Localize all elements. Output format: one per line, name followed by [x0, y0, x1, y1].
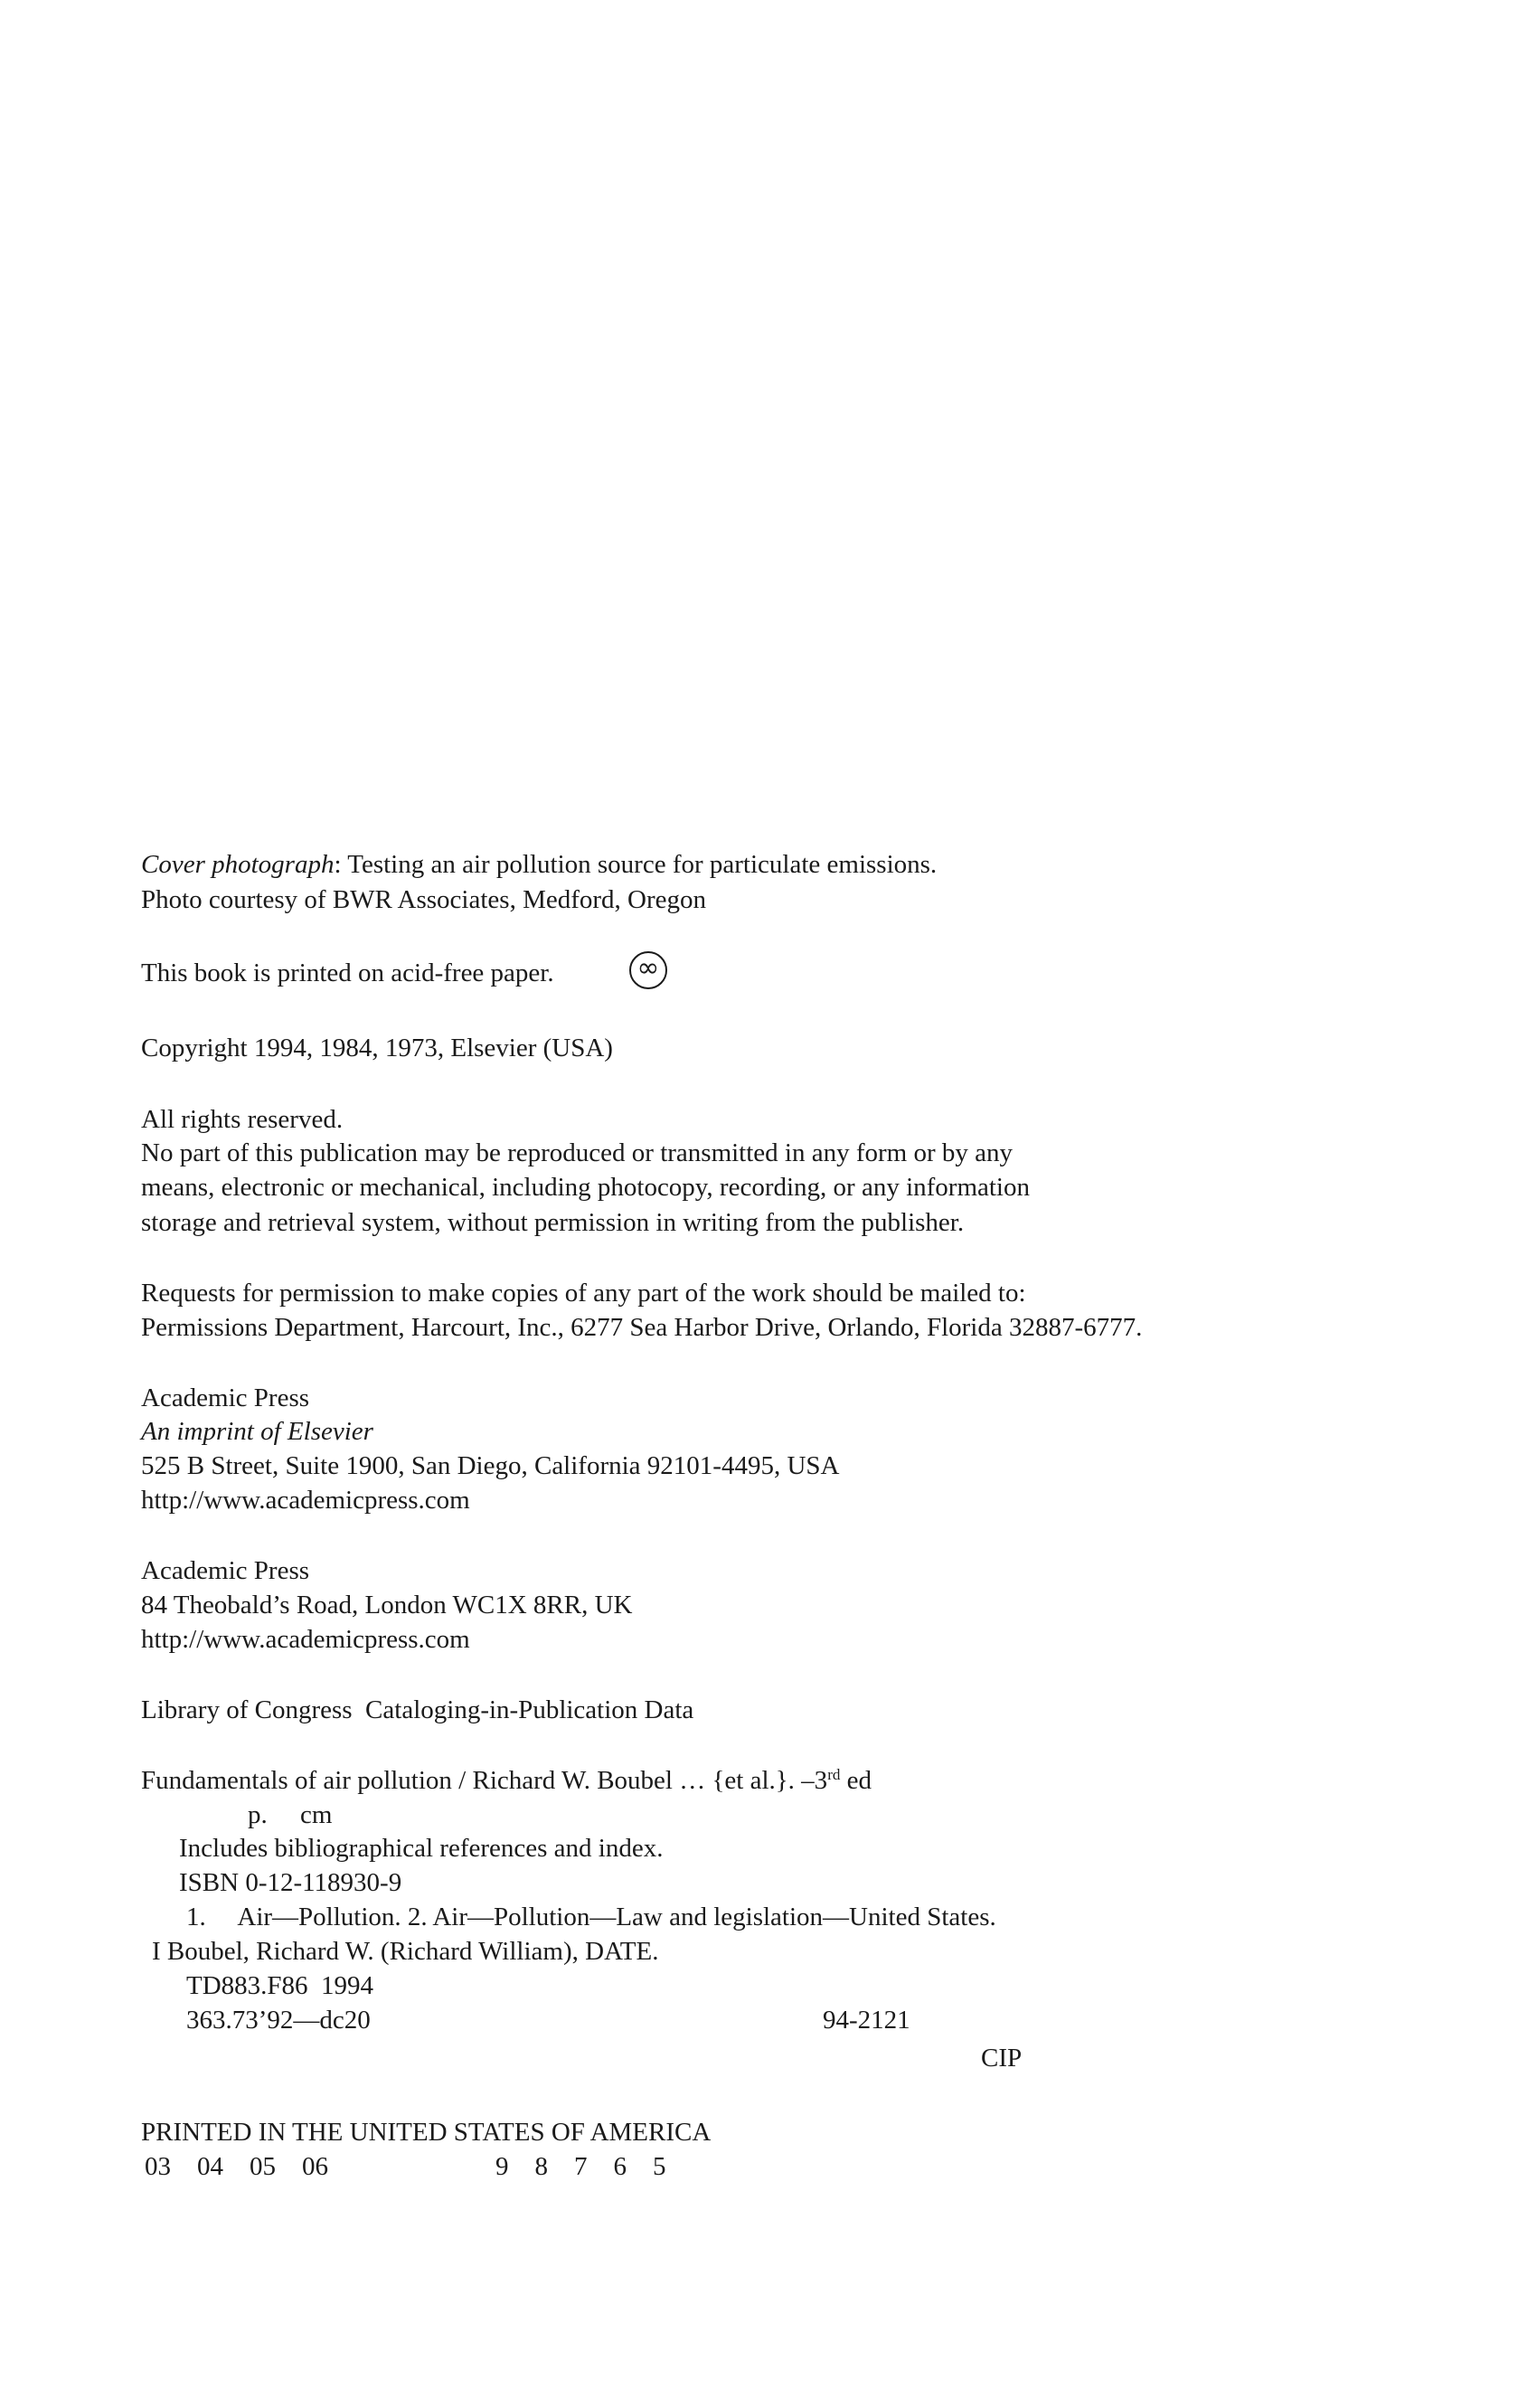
- rights-line: All rights reserved.: [141, 1105, 344, 1134]
- cip-call-number: TD883.F86 1994: [186, 1971, 374, 2000]
- printed-in-usa: PRINTED IN THE UNITED STATES OF AMERICA: [141, 2118, 712, 2147]
- publisher-us-name: Academic Press: [141, 1383, 310, 1412]
- cip-heading: Library of Congress Cataloging-in-Publication Data: [141, 1695, 694, 1724]
- photo-credit: Photo courtesy of BWR Associates, Medford, Oregon: [141, 885, 707, 914]
- cover-text: : Testing an air pollution source for particulate emissions.: [334, 850, 938, 879]
- rights-line: No part of this publication may be reproduced or transmitted in any form or by any: [141, 1138, 1013, 1167]
- cip-subjects: 1. Air—Pollution. 2. Air—Pollution—Law and legislation—United States.: [186, 1903, 996, 1931]
- cip-author: I Boubel, Richard W. (Richard William), DATE.: [152, 1937, 659, 1966]
- cip-isbn: ISBN 0-12-118930-9: [179, 1868, 402, 1897]
- cip-title: Fundamentals of air pollution / Richard W. Boubel … {et al.}. –3: [141, 1766, 828, 1795]
- acid-free-paper-note: This book is printed on acid-free paper.: [141, 958, 554, 987]
- cip-label: CIP: [981, 2044, 1023, 2073]
- cip-pages: p. cm: [248, 1800, 333, 1829]
- cip-title-end: ed: [840, 1766, 872, 1795]
- cip-includes: Includes bibliographical references and index.: [179, 1834, 664, 1863]
- permissions-line: Requests for permission to make copies of any part of the work should be mailed to:: [141, 1279, 1026, 1308]
- print-numbers: 9 8 7 6 5: [495, 2152, 666, 2181]
- cip-dewey: 363.73’92—dc20: [186, 2006, 371, 2035]
- rights-line: means, electronic or mechanical, including photocopy, recording, or any information: [141, 1173, 1030, 1202]
- infinity-icon: ∞: [629, 951, 667, 989]
- publisher-uk-url: http://www.academicpress.com: [141, 1625, 470, 1654]
- publisher-us-url: http://www.academicpress.com: [141, 1486, 470, 1515]
- cip-title-line: [141, 1768, 872, 1794]
- permissions-line: Permissions Department, Harcourt, Inc., 6277 Sea Harbor Drive, Orlando, Florida 32887-6777.: [141, 1313, 1143, 1342]
- publisher-uk-name: Academic Press: [141, 1556, 310, 1585]
- publisher-imprint: An imprint of Elsevier: [141, 1417, 373, 1446]
- cip-lccn: 94-2121: [823, 2006, 910, 2035]
- cover-label: Cover photograph: [141, 850, 335, 879]
- edition-superscript: rd: [827, 1766, 841, 1783]
- print-years: 03 04 05 06: [145, 2152, 328, 2181]
- publisher-uk-address: 84 Theobald’s Road, London WC1X 8RR, UK: [141, 1591, 633, 1619]
- publisher-us-address: 525 B Street, Suite 1900, San Diego, California 92101-4495, USA: [141, 1451, 840, 1480]
- copyright-line: Copyright 1994, 1984, 1973, Elsevier (USA): [141, 1034, 613, 1062]
- rights-line: storage and retrieval system, without permission in writing from the publisher.: [141, 1208, 965, 1237]
- cover-photograph-line: [141, 852, 937, 878]
